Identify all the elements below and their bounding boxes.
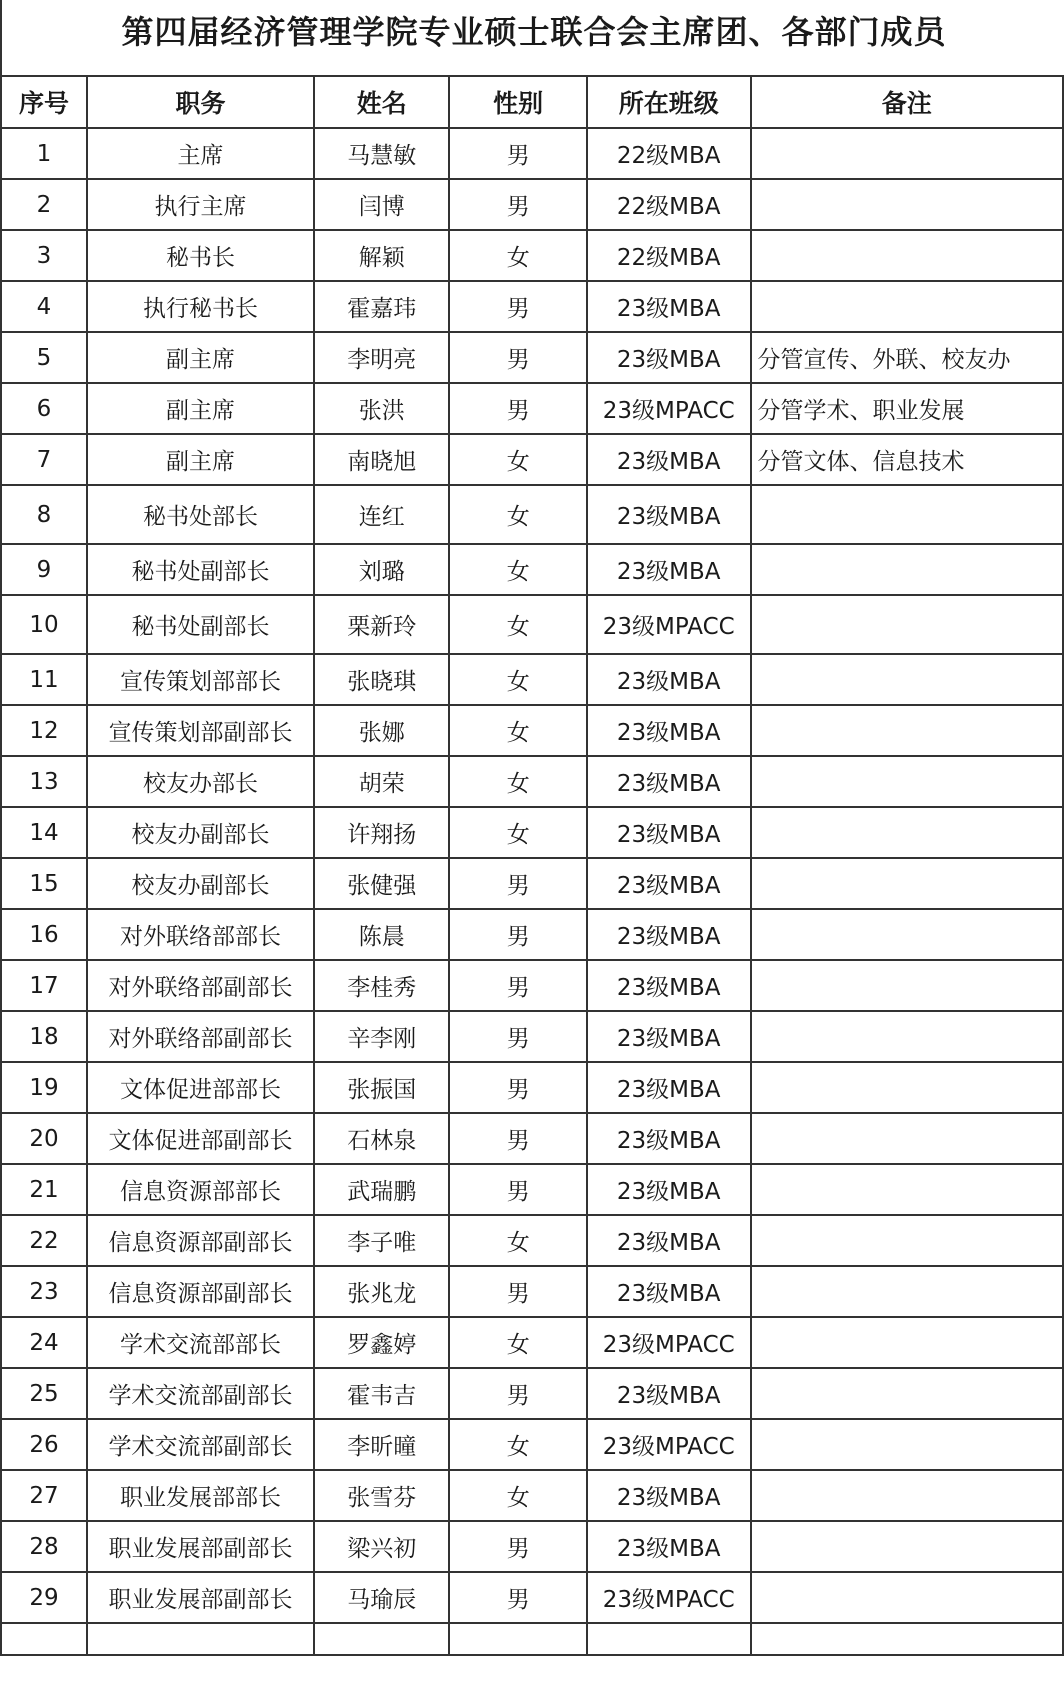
table-row bbox=[1, 434, 1063, 485]
cell-index: 24 bbox=[1, 1317, 87, 1368]
cell-position: 校友办副部长 bbox=[87, 858, 314, 909]
cell-class: 23级MPACC bbox=[587, 383, 751, 434]
cell-index: 14 bbox=[1, 807, 87, 858]
cell-gender: 女 bbox=[449, 705, 586, 756]
table-row-partial bbox=[1, 1623, 1063, 1655]
cell-gender: 女 bbox=[449, 485, 586, 544]
cell-gender: 男 bbox=[449, 383, 586, 434]
table-row bbox=[1, 654, 1063, 705]
cell-gender: 女 bbox=[449, 807, 586, 858]
cell-position: 文体促进部部长 bbox=[87, 1062, 314, 1113]
cell-index: 13 bbox=[1, 756, 87, 807]
cell-position: 宣传策划部部长 bbox=[87, 654, 314, 705]
cell-remark bbox=[751, 858, 1063, 909]
cell-index: 18 bbox=[1, 1011, 87, 1062]
cell-position: 学术交流部副部长 bbox=[87, 1419, 314, 1470]
cell-name: 张娜 bbox=[314, 705, 450, 756]
cell-name: 霍韦吉 bbox=[314, 1368, 450, 1419]
cell-position: 执行主席 bbox=[87, 179, 314, 230]
header-position: 职务 bbox=[87, 76, 314, 128]
cell-class: 22级MBA bbox=[587, 128, 751, 179]
cell-class: 23级MPACC bbox=[587, 1419, 751, 1470]
cell-remark bbox=[751, 909, 1063, 960]
table-row bbox=[1, 128, 1063, 179]
cell-gender: 男 bbox=[449, 281, 586, 332]
cell-name: 张洪 bbox=[314, 383, 450, 434]
cell-index: 29 bbox=[1, 1572, 87, 1623]
table-row bbox=[1, 1470, 1063, 1521]
cell-index: 12 bbox=[1, 705, 87, 756]
cell-remark bbox=[751, 485, 1063, 544]
cell-name: 张兆龙 bbox=[314, 1266, 450, 1317]
cell-index: 9 bbox=[1, 544, 87, 595]
header-class: 所在班级 bbox=[587, 76, 751, 128]
cell-index: 23 bbox=[1, 1266, 87, 1317]
cell-name: 刘璐 bbox=[314, 544, 450, 595]
cell-class: 23级MBA bbox=[587, 1164, 751, 1215]
cell-remark bbox=[751, 595, 1063, 654]
cell-remark bbox=[751, 1317, 1063, 1368]
cell-name: 张雪芬 bbox=[314, 1470, 450, 1521]
cell-name: 马慧敏 bbox=[314, 128, 450, 179]
cell-name: 石林泉 bbox=[314, 1113, 450, 1164]
cell-index: 3 bbox=[1, 230, 87, 281]
table-row bbox=[1, 1317, 1063, 1368]
cell-name: 连红 bbox=[314, 485, 450, 544]
cell-index: 15 bbox=[1, 858, 87, 909]
cell-empty bbox=[1, 1623, 87, 1655]
cell-name: 南晓旭 bbox=[314, 434, 450, 485]
cell-class: 23级MBA bbox=[587, 1062, 751, 1113]
cell-name: 武瑞鹏 bbox=[314, 1164, 450, 1215]
cell-class: 22级MBA bbox=[587, 230, 751, 281]
table-row bbox=[1, 595, 1063, 654]
cell-remark bbox=[751, 960, 1063, 1011]
cell-name: 李昕曈 bbox=[314, 1419, 450, 1470]
cell-index: 11 bbox=[1, 654, 87, 705]
cell-name: 李桂秀 bbox=[314, 960, 450, 1011]
cell-class: 23级MBA bbox=[587, 1011, 751, 1062]
cell-remark bbox=[751, 1368, 1063, 1419]
cell-class: 23级MBA bbox=[587, 434, 751, 485]
cell-gender: 男 bbox=[449, 1266, 586, 1317]
cell-index: 5 bbox=[1, 332, 87, 383]
table-row bbox=[1, 1266, 1063, 1317]
table-row bbox=[1, 485, 1063, 544]
cell-position: 对外联络部副部长 bbox=[87, 960, 314, 1011]
cell-class: 23级MBA bbox=[587, 654, 751, 705]
cell-index: 2 bbox=[1, 179, 87, 230]
cell-position: 宣传策划部副部长 bbox=[87, 705, 314, 756]
cell-gender: 女 bbox=[449, 756, 586, 807]
cell-position: 职业发展部副部长 bbox=[87, 1572, 314, 1623]
cell-position: 信息资源部副部长 bbox=[87, 1266, 314, 1317]
table-row bbox=[1, 544, 1063, 595]
cell-remark bbox=[751, 807, 1063, 858]
cell-empty bbox=[751, 1623, 1063, 1655]
cell-position: 学术交流部部长 bbox=[87, 1317, 314, 1368]
cell-index: 10 bbox=[1, 595, 87, 654]
table-row bbox=[1, 1113, 1063, 1164]
cell-gender: 男 bbox=[449, 332, 586, 383]
cell-empty bbox=[449, 1623, 586, 1655]
cell-name: 辛李刚 bbox=[314, 1011, 450, 1062]
header-row bbox=[1, 76, 1063, 128]
cell-class: 23级MBA bbox=[587, 807, 751, 858]
cell-empty bbox=[87, 1623, 314, 1655]
cell-position: 信息资源部部长 bbox=[87, 1164, 314, 1215]
cell-position: 校友办副部长 bbox=[87, 807, 314, 858]
cell-index: 7 bbox=[1, 434, 87, 485]
cell-index: 25 bbox=[1, 1368, 87, 1419]
table-body bbox=[1, 128, 1063, 1655]
cell-position: 职业发展部副部长 bbox=[87, 1521, 314, 1572]
cell-position: 对外联络部部长 bbox=[87, 909, 314, 960]
cell-name: 张振国 bbox=[314, 1062, 450, 1113]
cell-class: 23级MPACC bbox=[587, 1572, 751, 1623]
table-row bbox=[1, 1164, 1063, 1215]
cell-remark bbox=[751, 1164, 1063, 1215]
cell-class: 23级MBA bbox=[587, 756, 751, 807]
table-row bbox=[1, 230, 1063, 281]
cell-position: 秘书处部长 bbox=[87, 485, 314, 544]
cell-gender: 男 bbox=[449, 1011, 586, 1062]
cell-remark bbox=[751, 705, 1063, 756]
cell-index: 1 bbox=[1, 128, 87, 179]
cell-gender: 女 bbox=[449, 434, 586, 485]
cell-remark bbox=[751, 1572, 1063, 1623]
cell-name: 张健强 bbox=[314, 858, 450, 909]
cell-remark bbox=[751, 1470, 1063, 1521]
table-row bbox=[1, 179, 1063, 230]
table-row bbox=[1, 1215, 1063, 1266]
cell-name: 栗新玲 bbox=[314, 595, 450, 654]
cell-gender: 女 bbox=[449, 230, 586, 281]
cell-index: 22 bbox=[1, 1215, 87, 1266]
table-row bbox=[1, 807, 1063, 858]
cell-class: 23级MPACC bbox=[587, 1317, 751, 1368]
table-row bbox=[1, 1011, 1063, 1062]
cell-class: 23级MBA bbox=[587, 858, 751, 909]
header-remark: 备注 bbox=[751, 76, 1063, 128]
cell-class: 23级MBA bbox=[587, 705, 751, 756]
cell-index: 21 bbox=[1, 1164, 87, 1215]
cell-gender: 女 bbox=[449, 654, 586, 705]
cell-position: 学术交流部副部长 bbox=[87, 1368, 314, 1419]
cell-index: 27 bbox=[1, 1470, 87, 1521]
header-gender: 性别 bbox=[449, 76, 586, 128]
cell-gender: 女 bbox=[449, 1419, 586, 1470]
cell-gender: 男 bbox=[449, 1572, 586, 1623]
cell-index: 6 bbox=[1, 383, 87, 434]
header-index: 序号 bbox=[1, 76, 87, 128]
title-row bbox=[0, 0, 1064, 76]
table-row bbox=[1, 858, 1063, 909]
cell-gender: 女 bbox=[449, 1215, 586, 1266]
cell-class: 23级MBA bbox=[587, 281, 751, 332]
cell-position: 职业发展部部长 bbox=[87, 1470, 314, 1521]
cell-remark bbox=[751, 179, 1063, 230]
cell-class: 23级MBA bbox=[587, 1368, 751, 1419]
cell-remark bbox=[751, 1215, 1063, 1266]
cell-remark bbox=[751, 1521, 1063, 1572]
table-row bbox=[1, 383, 1063, 434]
cell-class: 23级MBA bbox=[587, 1113, 751, 1164]
table-row bbox=[1, 705, 1063, 756]
cell-empty bbox=[587, 1623, 751, 1655]
cell-position: 副主席 bbox=[87, 383, 314, 434]
cell-class: 23级MBA bbox=[587, 544, 751, 595]
cell-position: 对外联络部副部长 bbox=[87, 1011, 314, 1062]
cell-remark bbox=[751, 1062, 1063, 1113]
cell-index: 19 bbox=[1, 1062, 87, 1113]
cell-name: 李明亮 bbox=[314, 332, 450, 383]
cell-position: 副主席 bbox=[87, 434, 314, 485]
roster-table bbox=[0, 75, 1064, 1656]
cell-index: 8 bbox=[1, 485, 87, 544]
cell-gender: 男 bbox=[449, 960, 586, 1011]
cell-index: 4 bbox=[1, 281, 87, 332]
page-title: 第四届经济管理学院专业硕士联合会主席团、各部门成员 bbox=[121, 13, 947, 51]
cell-gender: 女 bbox=[449, 595, 586, 654]
cell-gender: 男 bbox=[449, 1368, 586, 1419]
cell-name: 闫博 bbox=[314, 179, 450, 230]
cell-name: 罗鑫婷 bbox=[314, 1317, 450, 1368]
cell-class: 23级MBA bbox=[587, 960, 751, 1011]
cell-position: 秘书长 bbox=[87, 230, 314, 281]
cell-name: 李子唯 bbox=[314, 1215, 450, 1266]
table-row bbox=[1, 909, 1063, 960]
table-row bbox=[1, 1521, 1063, 1572]
table-row bbox=[1, 281, 1063, 332]
cell-remark: 分管学术、职业发展 bbox=[751, 383, 1063, 434]
cell-name: 马瑜辰 bbox=[314, 1572, 450, 1623]
cell-class: 22级MBA bbox=[587, 179, 751, 230]
cell-remark bbox=[751, 1011, 1063, 1062]
cell-remark bbox=[751, 544, 1063, 595]
cell-remark bbox=[751, 1113, 1063, 1164]
cell-class: 23级MBA bbox=[587, 1266, 751, 1317]
cell-position: 秘书处副部长 bbox=[87, 544, 314, 595]
cell-position: 校友办部长 bbox=[87, 756, 314, 807]
cell-gender: 男 bbox=[449, 1113, 586, 1164]
cell-gender: 男 bbox=[449, 909, 586, 960]
cell-name: 梁兴初 bbox=[314, 1521, 450, 1572]
cell-remark bbox=[751, 230, 1063, 281]
cell-class: 23级MBA bbox=[587, 909, 751, 960]
cell-class: 23级MBA bbox=[587, 332, 751, 383]
cell-position: 文体促进部副部长 bbox=[87, 1113, 314, 1164]
table-row bbox=[1, 756, 1063, 807]
cell-remark: 分管文体、信息技术 bbox=[751, 434, 1063, 485]
cell-gender: 男 bbox=[449, 1062, 586, 1113]
table-header bbox=[1, 76, 1063, 128]
cell-name: 张晓琪 bbox=[314, 654, 450, 705]
cell-gender: 男 bbox=[449, 128, 586, 179]
cell-index: 26 bbox=[1, 1419, 87, 1470]
cell-name: 解颖 bbox=[314, 230, 450, 281]
cell-name: 陈晨 bbox=[314, 909, 450, 960]
cell-gender: 女 bbox=[449, 544, 586, 595]
cell-gender: 女 bbox=[449, 1317, 586, 1368]
cell-empty bbox=[314, 1623, 450, 1655]
cell-class: 23级MPACC bbox=[587, 595, 751, 654]
cell-position: 信息资源部副部长 bbox=[87, 1215, 314, 1266]
cell-gender: 男 bbox=[449, 1164, 586, 1215]
cell-remark bbox=[751, 1419, 1063, 1470]
table-row bbox=[1, 1419, 1063, 1470]
cell-class: 23级MBA bbox=[587, 1215, 751, 1266]
cell-index: 20 bbox=[1, 1113, 87, 1164]
cell-remark bbox=[751, 281, 1063, 332]
cell-position: 主席 bbox=[87, 128, 314, 179]
cell-gender: 女 bbox=[449, 1470, 586, 1521]
cell-index: 17 bbox=[1, 960, 87, 1011]
header-name: 姓名 bbox=[314, 76, 450, 128]
cell-remark bbox=[751, 756, 1063, 807]
cell-position: 执行秘书长 bbox=[87, 281, 314, 332]
cell-remark: 分管宣传、外联、校友办 bbox=[751, 332, 1063, 383]
cell-class: 23级MBA bbox=[587, 1470, 751, 1521]
cell-name: 胡荣 bbox=[314, 756, 450, 807]
cell-position: 秘书处副部长 bbox=[87, 595, 314, 654]
cell-remark bbox=[751, 1266, 1063, 1317]
cell-class: 23级MBA bbox=[587, 485, 751, 544]
cell-gender: 男 bbox=[449, 1521, 586, 1572]
cell-index: 28 bbox=[1, 1521, 87, 1572]
table-row bbox=[1, 1368, 1063, 1419]
cell-name: 许翔扬 bbox=[314, 807, 450, 858]
cell-remark bbox=[751, 128, 1063, 179]
cell-gender: 男 bbox=[449, 858, 586, 909]
table-row bbox=[1, 1062, 1063, 1113]
cell-name: 霍嘉玮 bbox=[314, 281, 450, 332]
cell-gender: 男 bbox=[449, 179, 586, 230]
cell-index: 16 bbox=[1, 909, 87, 960]
cell-remark bbox=[751, 654, 1063, 705]
table-row bbox=[1, 332, 1063, 383]
cell-class: 23级MBA bbox=[587, 1521, 751, 1572]
table-row bbox=[1, 1572, 1063, 1623]
table-row bbox=[1, 960, 1063, 1011]
cell-position: 副主席 bbox=[87, 332, 314, 383]
